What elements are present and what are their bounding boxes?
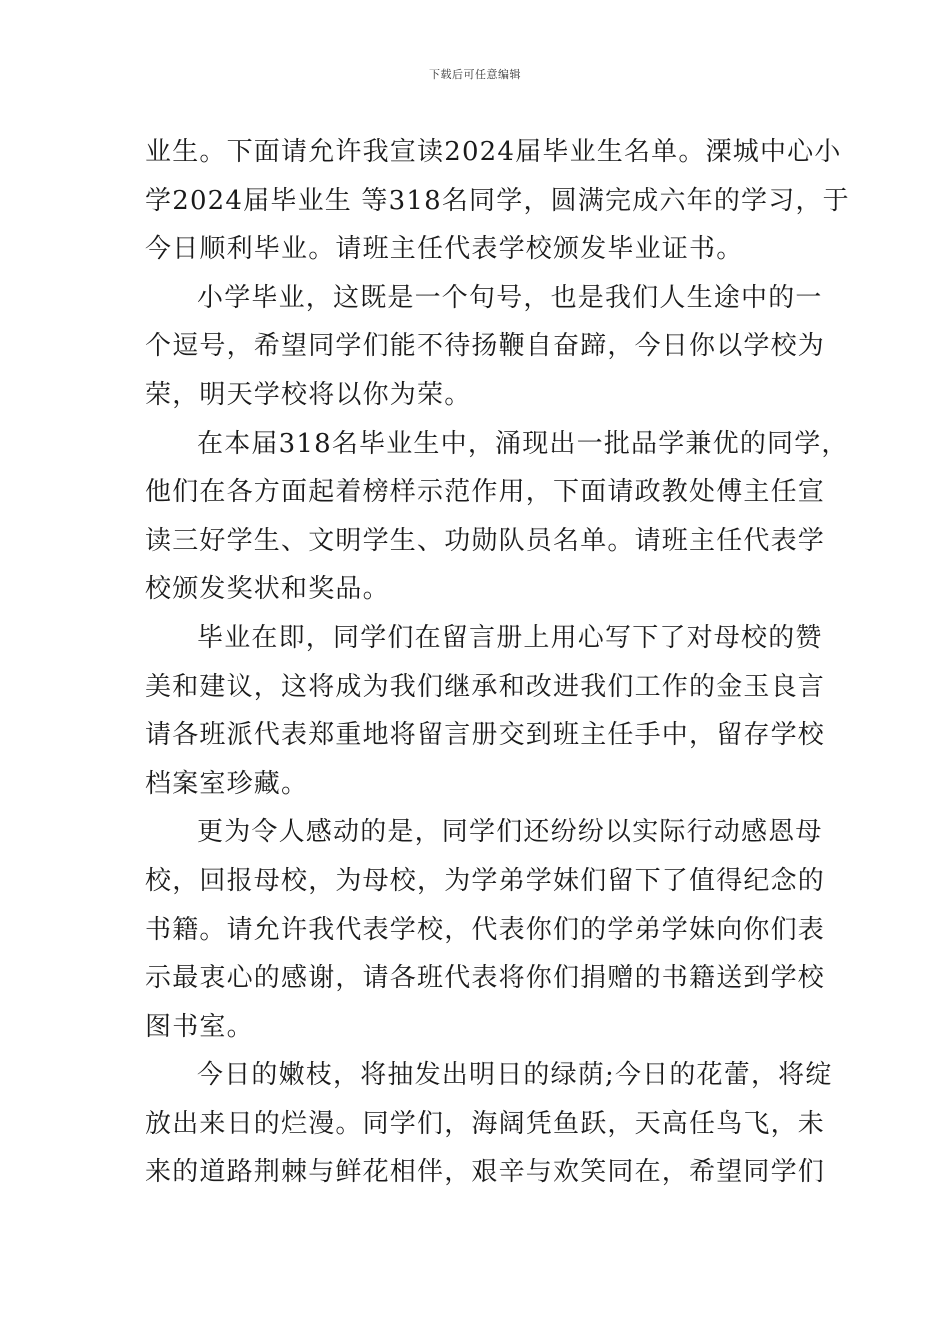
text-line: 个逗号，希望同学们能不待扬鞭自奋蹄，今日你以学校为 xyxy=(145,331,826,362)
text-line: 校颁发奖状和奖品。 xyxy=(145,574,390,605)
text-line: 美和建议，这将成为我们继承和改进我们工作的金玉良言 xyxy=(145,671,826,702)
paragraph xyxy=(145,1051,833,1197)
text-line: 放出来日的烂漫。同学们，海阔凭鱼跃，天高任鸟飞，未 xyxy=(145,1108,826,1139)
paragraph xyxy=(145,614,826,808)
text-line: 示最衷心的感谢，请各班代表将你们捐赠的书籍送到学校 xyxy=(145,963,826,994)
text-line: 读三好学生、文明学生、功勋队员名单。请班主任代表学 xyxy=(145,525,826,556)
text-line: 小学毕业，这既是一个句号，也是我们人生途中的一 xyxy=(197,282,823,313)
paragraph xyxy=(145,128,850,274)
text-line: 他们在各方面起着榜样示范作用，下面请政教处傅主任宣 xyxy=(145,477,826,508)
paragraph xyxy=(145,274,826,420)
paragraph xyxy=(145,420,849,614)
text-line: 请各班派代表郑重地将留言册交到班主任手中，留存学校 xyxy=(145,720,826,751)
text-line: 学2024届毕业生 等318名同学，圆满完成六年的学习，于 xyxy=(145,185,850,216)
text-line: 今日顺利毕业。请班主任代表学校颁发毕业证书。 xyxy=(145,234,744,265)
page-header: 下载后可任意编辑 xyxy=(429,68,521,81)
text-line: 档案室珍藏。 xyxy=(145,768,309,799)
text-line: 图书室。 xyxy=(145,1011,254,1042)
text-line: 今日的嫩枝，将抽发出明日的绿荫;今日的花蕾，将绽 xyxy=(197,1060,833,1091)
text-line: 荣，明天学校将以你为荣。 xyxy=(145,379,472,410)
document-body xyxy=(145,128,850,1197)
text-line: 校，回报母校，为母校，为学弟学妹们留下了值得纪念的 xyxy=(145,865,826,896)
paragraph xyxy=(145,808,826,1051)
text-line: 来的道路荆棘与鲜花相伴，艰辛与欢笑同在，希望同学们 xyxy=(145,1157,826,1188)
text-line: 在本届318名毕业生中，涌现出一批品学兼优的同学， xyxy=(197,428,849,459)
text-line: 业生。下面请允许我宣读2024届毕业生名单。溧城中心小 xyxy=(145,137,842,167)
text-line: 更为令人感动的是，同学们还纷纷以实际行动感恩母 xyxy=(197,817,823,848)
text-line: 书籍。请允许我代表学校，代表你们的学弟学妹向你们表 xyxy=(145,914,826,945)
text-line: 毕业在即，同学们在留言册上用心写下了对母校的赞 xyxy=(197,622,823,653)
